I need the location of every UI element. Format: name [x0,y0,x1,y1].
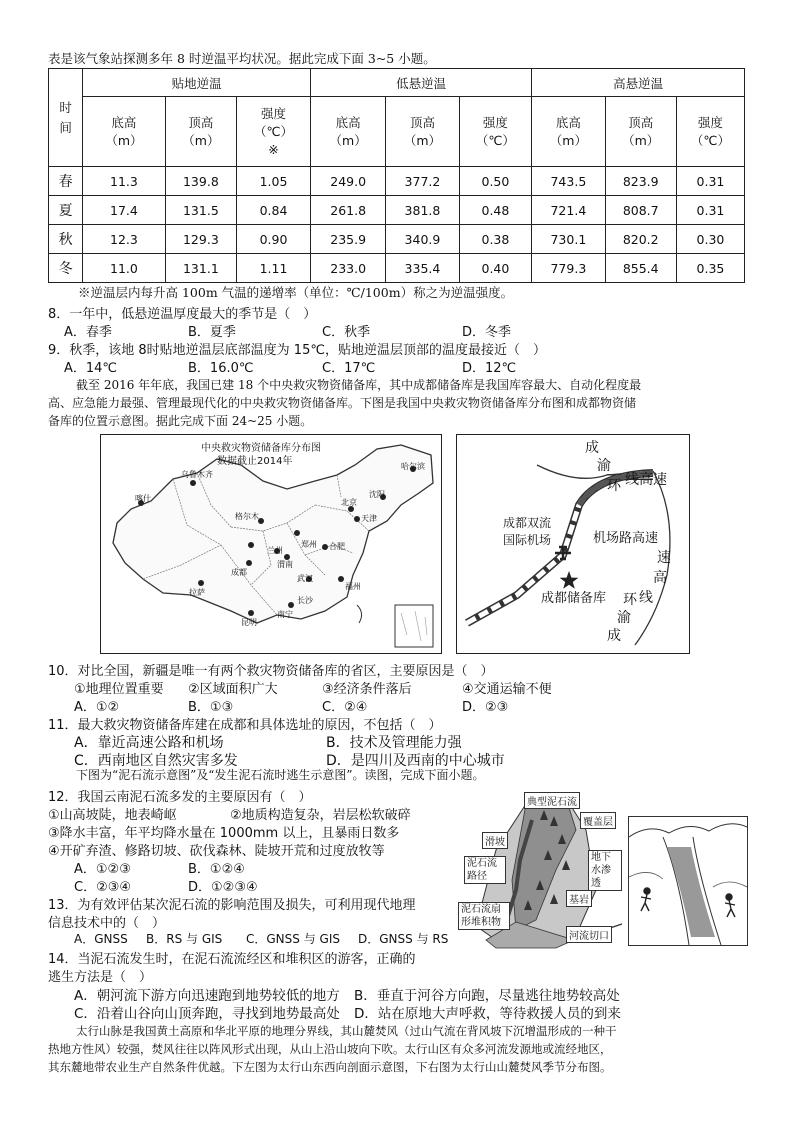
group-header: 贴地逆温 [83,69,311,97]
table-note: ※逆温层内每升高 100m 气温的递增率（单位：℃/100m）称之为逆温强度。 [78,285,514,300]
city-label: 成都 [231,568,247,577]
table-cell: 743.5 [532,167,605,196]
escape-sketch [628,816,748,946]
ring-char: 高 [653,570,667,586]
table-cell: 0.35 [676,254,744,283]
group-header: 高悬逆温 [532,69,745,97]
diagram-label: 泥石流扇形堆积物 [458,902,510,930]
table-cell: 823.9 [605,167,676,196]
season-cell: 春 [49,167,83,196]
city-label: 昆明 [241,618,257,627]
city-label: 哈尔滨 [401,462,425,471]
city-label: 南宁 [277,610,293,619]
intro-text-4: 其东麓地带农业生产自然条件优越。下左图为太行山东西向剖面示意图，下右图为太行山山麓焚风季节分布图。 [48,1060,612,1074]
city-label: 天津 [361,514,377,523]
table-cell: 381.8 [386,196,459,225]
q13-option: C．GNSS 与 GIS [246,932,340,946]
season-cell: 秋 [49,225,83,254]
table-row [49,196,745,225]
table-cell: 0.84 [237,196,311,225]
column-header: 顶高（m） [386,97,459,167]
ring-char: 渝 [597,458,611,474]
airport-label: 成都双流国际机场 [502,516,551,547]
escape-sketch-svg [629,817,747,945]
time-header-text: 时间 [59,99,72,135]
question-14-stem: 14．当泥石流发生时，在泥石流流经区和堆积区的游客，正确的 [48,952,416,967]
ring-char: 环 [623,592,637,608]
table-cell: 139.8 [165,167,236,196]
q13-option: A．GNSS [74,932,128,946]
ring-char: 线高速 [625,472,667,488]
q9-option: B．16.0℃ [188,361,254,376]
city-label: 武汉 [297,574,313,583]
q9-option: D．12℃ [462,361,517,376]
table-cell: 820.2 [605,225,676,254]
table-cell: 0.31 [676,196,744,225]
q11-option: A．靠近高速公路和机场 [74,735,224,751]
column-header: 强度（℃） [459,97,532,167]
city-label: 北京 [341,498,357,507]
table-cell: 855.4 [605,254,676,283]
table-cell: 12.3 [83,225,166,254]
ring-char: 渝 [617,610,631,626]
south-sea-inset [395,605,433,647]
china-map-svg [101,435,441,653]
diagram-label: 典型泥石流 [524,792,580,809]
city-label: 拉萨 [189,588,205,597]
table-cell: 249.0 [311,167,386,196]
diagram-label: 地下水渗透 [588,850,622,891]
table-cell: 0.40 [459,254,532,283]
table-cell: 377.2 [386,167,459,196]
china-depot-map [100,434,442,654]
map-subtitle: 数据截止2014年 [217,456,293,467]
table-cell: 808.7 [605,196,676,225]
table-row [49,254,745,283]
airport-road-label: 机场路高速 [593,531,659,546]
table-cell: 335.4 [386,254,459,283]
q10-option: C．②④ [322,700,368,715]
q12-item: ③降水丰富，年平均降水量在 1000mm 以上，且暴雨日数多 [48,826,400,841]
table-cell: 0.38 [459,225,532,254]
q10-option: B．①③ [188,700,234,715]
diagram-label: 覆盖层 [580,812,616,829]
debris-flow-diagram [456,790,626,950]
season-cell: 冬 [49,254,83,283]
q9-option: C．17℃ [322,361,376,376]
q8-option: B．夏季 [188,325,236,340]
table-cell: 0.48 [459,196,532,225]
q8-option: C．秋季 [322,325,371,340]
ring-char: 速 [657,550,671,566]
city-label: 格尔木 [235,512,259,521]
q11-option: C．西南地区自然灾害多发 [74,753,238,769]
city-label: 乌鲁木齐 [181,470,213,479]
table-cell: 721.4 [532,196,605,225]
q13-option: B．RS 与 GIS [146,932,223,946]
q12-option: C．②③④ [74,880,132,895]
column-header: 顶高（m） [165,97,236,167]
table-cell: 340.9 [386,225,459,254]
table-cell: 131.5 [165,196,236,225]
city-label: 郑州 [301,540,317,549]
table-cell: 0.30 [676,225,744,254]
question-12-stem: 12．我国云南泥石流多发的主要原因有（ ） [48,790,312,805]
ring-char: 成 [607,628,621,644]
intro-text-1: 表是该气象站探测多年 8 时逆温平均状况。据此完成下面 3~5 小题。 [48,51,436,66]
chengdu-location-map [456,434,690,654]
city-label: 合肥 [329,542,345,551]
table-row [49,167,745,196]
question-13-stem: 信息技术中的（ ） [48,916,166,931]
intro-text-3: 下图为“泥石流示意图”及“发生泥石流时逃生示意图”。读图，完成下面小题。 [76,768,485,782]
q8-option: A．春季 [64,325,112,340]
table-cell: 131.1 [165,254,236,283]
table-cell: 1.11 [237,254,311,283]
diagram-label: 滑坡 [482,832,508,849]
question-9-stem: 9．秋季，该地 8时贴地逆温层底部温度为 15℃，贴地逆温层顶部的温度最接近（ ） [48,343,546,358]
table-cell: 11.3 [83,167,166,196]
q12-option: D．①②③④ [188,880,258,895]
city-label: 福州 [345,582,361,591]
ring-char: 线 [639,590,653,606]
q14-option: A．朝河流下游方向迅速跑到地势较低的地方 [74,988,340,1004]
q14-option: B．垂直于河谷方向跑，尽量逃往地势较高处 [354,988,620,1004]
q10-item: ②区域面积广大 [188,682,278,697]
runner-icon [725,894,735,917]
question-8-stem: 8．一年中，低悬逆温厚度最大的季节是（ ） [48,307,317,322]
q10-option: D．②③ [462,700,509,715]
diagram-label: 泥石流路径 [464,856,506,884]
question-10-stem: 10．对比全国，新疆是唯一有两个救灾物资储备库的省区，主要原因是（ ） [48,664,494,679]
table-cell: 11.0 [83,254,166,283]
q12-item: ②地质构造复杂，岩层松软破碎 [230,808,411,823]
table-cell: 1.05 [237,167,311,196]
q12-item: ④开矿弃渣、修路切坡、砍伐森林、陡坡开荒和过度放牧等 [48,844,385,859]
table-cell: 0.90 [237,225,311,254]
intro-text-4: 太行山脉是我国黄土高原和华北平原的地理分界线，其山麓焚风（过山气流在背风坡下沉增温形成的一种干 [76,1024,617,1038]
diagram-label: 河流切口 [566,926,612,943]
column-header: 底高（m） [311,97,386,167]
question-11-stem: 11．最大救灾物资储备库建在成都和具体选址的原因，不包括（ ） [48,718,442,733]
q12-option: A．①②③ [74,862,131,877]
q12-option: B．①②④ [188,862,245,877]
q10-item: ③经济条件落后 [322,682,412,697]
q10-item: ④交通运输不便 [462,682,552,697]
table-time-header [49,69,83,167]
column-header: 强度（℃） [676,97,744,167]
diagram-label: 基岩 [566,890,592,907]
q12-item: ①山高坡陡，地表崎岖 [48,808,177,823]
table-cell: 17.4 [83,196,166,225]
table-row [49,225,745,254]
city-label: 沈阳 [369,490,385,499]
q8-option: D．冬季 [462,325,512,340]
table-cell: 129.3 [165,225,236,254]
group-header: 低悬逆温 [311,69,532,97]
inversion-table [48,68,745,283]
q10-option: A．①② [74,700,120,715]
table-cell: 261.8 [311,196,386,225]
column-header: 底高（m） [83,97,166,167]
q14-option: C．沿着山谷向山顶奔跑，寻找到地势最高处 [74,1006,340,1022]
q14-option: D．站在原地大声呼救，等待救援人员的到来 [354,1006,621,1022]
column-header: 强度（℃）※ [237,97,311,167]
intro-text-2: 截至 2016 年年底，我国已建 18 个中央救灾物资储备库，其中成都储备库是我国库容最大、自动化程度最 [76,378,642,392]
intro-text-4: 热地方性风）较强，焚风往往以阵风形式出现，从山上沿山坡向下吹。太行山区有众多河流发源地或流经地区， [48,1042,612,1056]
table-cell: 0.31 [676,167,744,196]
depot-label: 成都储备库 [541,591,607,606]
city-label: 渭南 [277,560,293,569]
ring-char: 成 [585,440,599,456]
q10-item: ①地理位置重要 [74,682,164,697]
q13-option: D．GNSS 与 RS [358,932,449,946]
column-header: 顶高（m） [605,97,676,167]
question-13-stem: 13．为有效评估某次泥石流的影响范围及损失，可利用现代地理 [48,898,416,913]
ring-char: 环 [607,478,621,494]
table-cell: 233.0 [311,254,386,283]
table-cell: 0.50 [459,167,532,196]
table-cell: 730.1 [532,225,605,254]
table-cell: 779.3 [532,254,605,283]
intro-text-2: 高、应急能力最强、管理最现代化的中央救灾物资储备库。下图是我国中央救灾物资储备库分布图和成都物资储 [48,396,637,410]
q9-option: A．14℃ [64,361,118,376]
question-14-stem: 逃生方法是（ ） [48,970,153,985]
intro-text-2: 备库的位置示意图。据此完成下面 24~25 小题。 [48,414,313,428]
season-cell: 夏 [49,196,83,225]
table-cell: 235.9 [311,225,386,254]
q11-option: B．技术及管理能力强 [326,735,462,751]
column-header: 底高（m） [532,97,605,167]
city-label: 长沙 [297,596,313,605]
q11-option: D．是四川及西南的中心城市 [326,753,505,769]
city-label: 喀什 [135,494,151,503]
map-title: 中央救灾物资储备库分布图 [201,443,321,454]
runner-icon [641,888,651,911]
city-label: 兰州 [267,546,283,555]
